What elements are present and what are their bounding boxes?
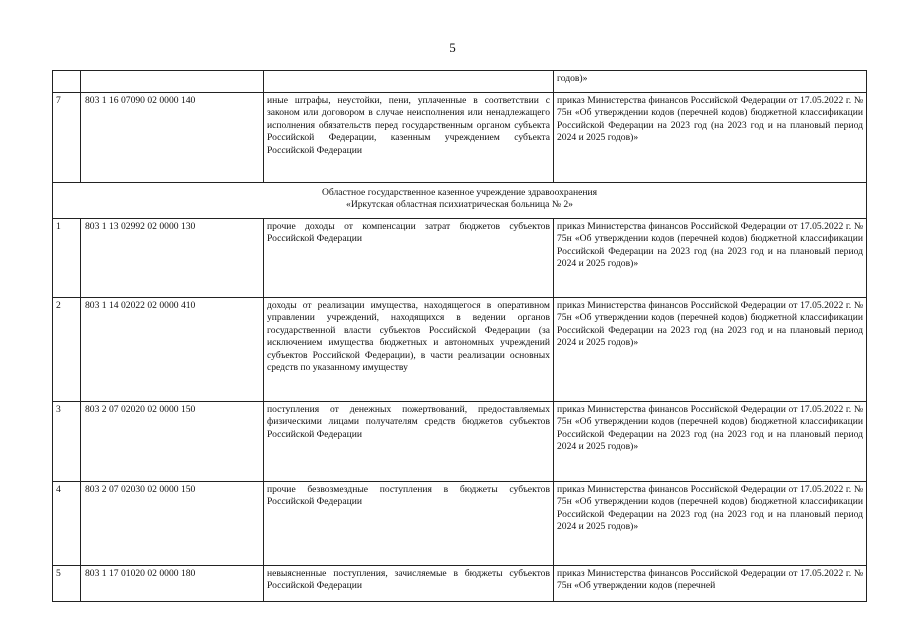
row-number-cell: 7 <box>53 93 81 183</box>
page-number: 5 <box>449 40 456 55</box>
code-cell: 803 1 17 01020 02 0000 180 <box>81 566 264 602</box>
revenue-codes-table <box>52 70 867 602</box>
table-row <box>53 482 867 566</box>
section-header-row <box>53 183 867 219</box>
description-cell: иные штрафы, неустойки, пени, уплаченные в соответствии с законом или договором в случае неисполнения или ненадлежащего исполнения обязательств перед государственным органом субъекта Российской Федерации, казенным учреждением субъекта Российской Федерации <box>264 93 554 183</box>
row-number-cell <box>53 71 81 93</box>
table-row <box>53 566 867 602</box>
table-row <box>53 402 867 482</box>
description-cell: невыясненные поступления, зачисляемые в бюджеты субъектов Российской Федерации <box>264 566 554 602</box>
row-number-cell: 5 <box>53 566 81 602</box>
table-row <box>53 93 867 183</box>
row-number-cell: 3 <box>53 402 81 482</box>
table-row <box>53 298 867 402</box>
basis-cell: приказ Министерства финансов Российской Федерации от 17.05.2022 г. № 75н «Об утверждении кодов (перечней кодов) бюджетной классификации Российской Федерации на 2023 год (на 2023 год и на плановый период 2024 и 2025 годов)» <box>554 482 867 566</box>
basis-cell: приказ Министерства финансов Российской Федерации от 17.05.2022 г. № 75н «Об утверждении кодов (перечней кодов) бюджетной классификации Российской Федерации на 2023 год (на 2023 год и на плановый период 2024 и 2025 годов)» <box>554 298 867 402</box>
row-number-cell: 2 <box>53 298 81 402</box>
basis-cell: приказ Министерства финансов Российской Федерации от 17.05.2022 г. № 75н «Об утверждении кодов (перечней кодов) бюджетной классификации Российской Федерации на 2023 год (на 2023 год и на плановый период 2024 и 2025 годов)» <box>554 219 867 298</box>
basis-cell: приказ Министерства финансов Российской Федерации от 17.05.2022 г. № 75н «Об утверждении кодов (перечней <box>554 566 867 602</box>
code-cell: 803 1 16 07090 02 0000 140 <box>81 93 264 183</box>
code-cell <box>81 71 264 93</box>
table-row-continuation <box>53 71 867 93</box>
basis-cell: годов)» <box>554 71 867 93</box>
section-title-line2: «Иркутская областная психиатрическая больница № 2» <box>346 199 573 211</box>
code-cell: 803 2 07 02020 02 0000 150 <box>81 402 264 482</box>
code-cell: 803 1 14 02022 02 0000 410 <box>81 298 264 402</box>
description-cell: прочие безвозмездные поступления в бюджеты субъектов Российской Федерации <box>264 482 554 566</box>
row-number-cell: 1 <box>53 219 81 298</box>
description-cell: поступления от денежных пожертвований, предоставляемых физическими лицами получателям средств бюджетов субъектов Российской Федерации <box>264 402 554 482</box>
basis-cell: приказ Министерства финансов Российской Федерации от 17.05.2022 г. № 75н «Об утверждении кодов (перечней кодов) бюджетной классификации Российской Федерации на 2023 год (на 2023 год и на плановый период 2024 и 2025 годов)» <box>554 402 867 482</box>
basis-cell: приказ Министерства финансов Российской Федерации от 17.05.2022 г. № 75н «Об утверждении кодов (перечней кодов) бюджетной классификации Российской Федерации на 2023 год (на 2023 год и на плановый период 2024 и 2025 годов)» <box>554 93 867 183</box>
description-cell: прочие доходы от компенсации затрат бюджетов субъектов Российской Федерации <box>264 219 554 298</box>
code-cell: 803 2 07 02030 02 0000 150 <box>81 482 264 566</box>
description-cell <box>264 71 554 93</box>
description-cell: доходы от реализации имущества, находящегося в оперативном управлении учреждений, находящихся в ведении органов государственной власти субъектов Российской Федерации (за исключением имущества бюджетных и автономных учреждений субъектов Российской Федерации), в части реализации основных средств по указанному имуществу <box>264 298 554 402</box>
section-header-cell <box>53 183 867 219</box>
section-title-line1: Областное государственное казенное учреждение здравоохранения <box>321 187 598 198</box>
code-cell: 803 1 13 02992 02 0000 130 <box>81 219 264 298</box>
table-row <box>53 219 867 298</box>
row-number-cell: 4 <box>53 482 81 566</box>
